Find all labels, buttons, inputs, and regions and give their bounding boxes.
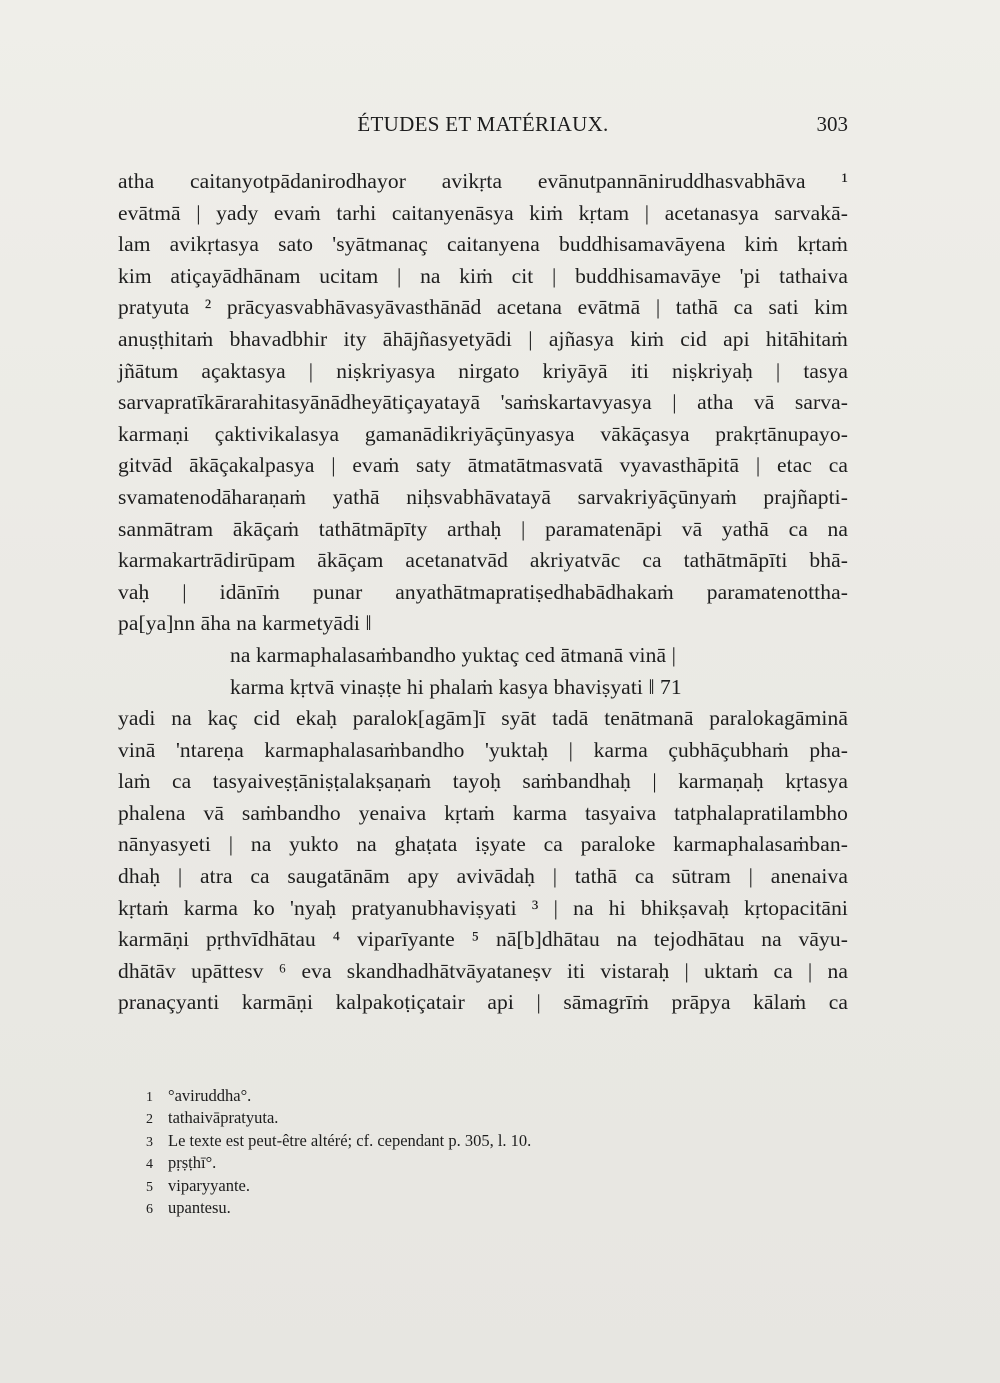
- footnote-number: 1: [146, 1090, 153, 1105]
- footnote-number: 4: [146, 1157, 153, 1173]
- footnote-number: 6: [146, 1201, 153, 1217]
- text-line: laṁ ca tasyaiveṣṭāniṣṭalakṣaṇaṁ tayoḥ saṁbandhaḥ | karmaṇaḥ kṛtasya: [118, 769, 848, 794]
- text-line: phalena vā saṁbandho yenaiva kṛtaṁ karma tasyaiva tatphalapratilambho: [118, 800, 848, 825]
- footnote: [146, 1107, 746, 1129]
- footnote-text: °aviruddha°.: [168, 1086, 252, 1105]
- text-line: nānyasyeti | na yukto na ghaṭata iṣyate ca paraloke karmaphalasaṁban-: [118, 832, 848, 857]
- footnote-text: Le texte est peut-être altéré; cf. cependant p. 305, l. 10.: [168, 1130, 532, 1150]
- running-title: ÉTUDES ET MATÉRIAUX.: [357, 112, 609, 136]
- text-line: vaḥ | idānīṁ punar anyathātmapratiṣedhabādhakaṁ paramatenottha-: [118, 579, 848, 604]
- footnote: [146, 1152, 746, 1174]
- footnote-text: pṛṣṭhī°.: [168, 1153, 217, 1173]
- footnote-text: viparyyante.: [168, 1175, 251, 1195]
- footnote: [146, 1197, 746, 1219]
- text-line: sarvapratīkārarahitasyānādheyātiçayatayā 'saṁskartavyasya | atha vā sarva-: [118, 390, 848, 415]
- text-line: dhaḥ | atra ca saugatānām apy avivādaḥ | tathā ca sūtram | anenaiva: [118, 864, 848, 889]
- text-line: sanmātram ākāçaṁ tathātmāpīty arthaḥ | paramatenāpi vā yathā ca na: [118, 516, 848, 541]
- text-line: jñātum açaktasya | niṣkriyasya nirgato kriyāyā iti niṣkriyaḥ | tasya: [118, 358, 848, 383]
- text-line: karmakartrādirūpam ākāçam acetanatvād akriyatvāc ca tathātmāpīti bhā-: [118, 548, 848, 573]
- text-line: yadi na kaç cid ekaḥ paralok[agām]ī syāt tadā tenātmanā paralokagāminā: [118, 706, 848, 731]
- footnote-number: 2: [146, 1112, 153, 1128]
- text-line: karmāṇi pṛthvīdhātau ⁴ viparīyante ⁵ nā[b]dhātau na tejodhātau na vāyu-: [118, 927, 848, 952]
- text-line: kim atiçayādhānam ucitam | na kiṁ cit | buddhisamavāye 'pi tathaiva: [118, 263, 848, 288]
- text-line: vinā 'ntareṇa karmaphalasaṁbandho 'yuktaḥ | karma çubhāçubhaṁ pha-: [118, 737, 848, 762]
- verse-line: karma kṛtvā vinaṣṭe hi phalaṁ kasya bhaviṣyati ‖ 71: [230, 674, 682, 699]
- text-line: atha caitanyotpādanirodhayor avikṛta evānutpannāniruddhasvabhāva ¹: [118, 169, 848, 193]
- footnote-number: 3: [146, 1134, 153, 1150]
- text-line: pa[ya]nn āha na karmetyādi ‖: [118, 611, 372, 636]
- footnote-text: tathaivāpratyuta.: [168, 1108, 279, 1128]
- text-line: pratyuta ² prācyasvabhāvasyāvasthānād acetana evātmā | tathā ca sati kim: [118, 295, 848, 320]
- text-line: pranaçyanti karmāṇi kalpakoṭiçatair api | sāmagrīṁ prāpya kālaṁ ca: [118, 990, 848, 1015]
- text-line: evātmā | yady evaṁ tarhi caitanyenāsya kiṁ kṛtam | acetanasya sarvakā-: [118, 200, 848, 225]
- footnote-text: upantesu.: [168, 1197, 231, 1217]
- text-line: karmaṇi çaktivikalasya gamanādikriyāçūnyasya vākāçasya prakṛtānupayo-: [118, 421, 848, 446]
- text-line: gitvād ākāçakalpasya | evaṁ saty ātmatātmasvatā vyavasthāpitā | etac ca: [118, 453, 848, 478]
- footnote-number: 5: [146, 1179, 153, 1195]
- running-head: [118, 112, 848, 142]
- footnote: [146, 1085, 746, 1107]
- footnote: [146, 1175, 746, 1197]
- footnotes: [146, 1085, 746, 1219]
- footnote: [146, 1130, 746, 1152]
- text-line: dhātāv upāttesv ⁶ eva skandhadhātvāyataneṣv iti vistaraḥ | uktaṁ ca | na: [118, 958, 848, 983]
- text-line: kṛtaṁ karma ko 'nyaḥ pratyanubhaviṣyati ³ | na hi bhikṣavaḥ kṛtopacitāni: [118, 895, 848, 920]
- text-line: lam avikṛtasya sato 'syātmanaç caitanyena buddhisamavāyena kiṁ kṛtaṁ: [118, 232, 848, 257]
- verse-line: na karmaphalasaṁbandho yuktaç ced ātmanā vinā |: [230, 642, 676, 667]
- text-line: svamatenodāharaṇaṁ yathā niḥsvabhāvatayā sarvakriyāçūnyaṁ prajñapti-: [118, 484, 848, 509]
- page-number: 303: [816, 112, 848, 136]
- text-line: anuṣṭhitaṁ bhavadbhir ity āhājñasyetyādi | ajñasya kiṁ cid api hitāhitaṁ: [118, 326, 848, 351]
- main-text: [118, 166, 848, 1019]
